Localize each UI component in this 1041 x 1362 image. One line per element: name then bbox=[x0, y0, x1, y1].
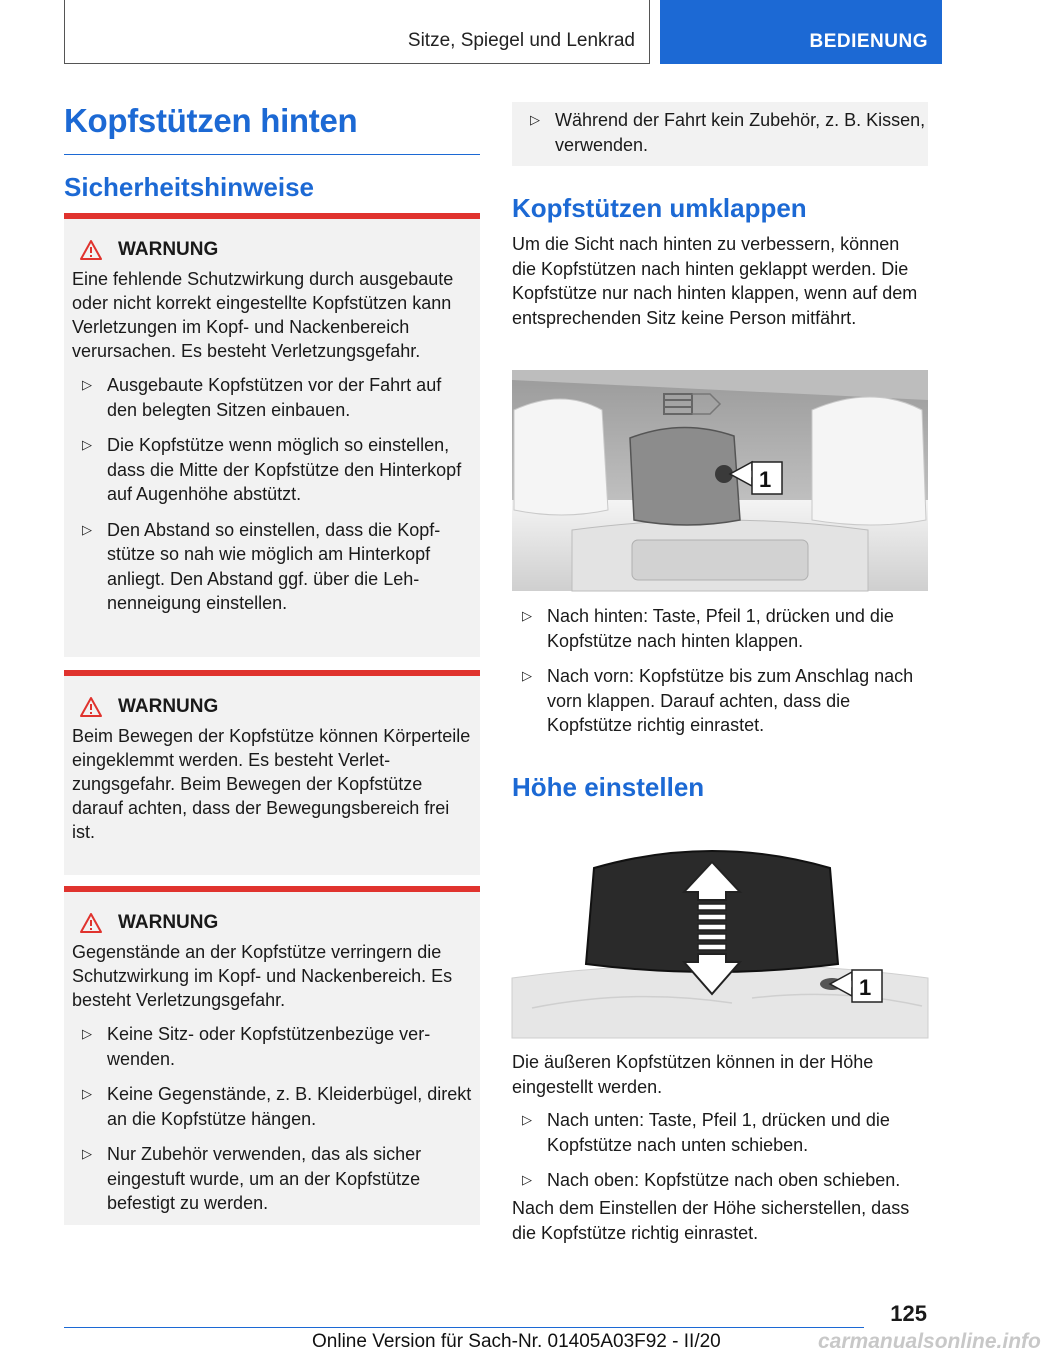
warning-heading bbox=[72, 239, 472, 261]
list-item: ▷ Nach hinten: Taste, Pfeil 1, drücken und die Kopfstütze nach hinten klappen. bbox=[522, 606, 894, 651]
list-item: ▷ Nach vorn: Kopfstütze bis zum Anschlag nach vorn klappen. Darauf achten, dass die Kopfstütze richtig einrastet. bbox=[522, 666, 914, 735]
triangle-bullet-icon: ▷ bbox=[82, 1026, 92, 1041]
triangle-bullet-icon: ▷ bbox=[82, 1146, 92, 1161]
page-number: 125 bbox=[890, 1301, 927, 1326]
footer-online-version: Online Version für Sach-Nr. 01405A03F92 - II/20 bbox=[312, 1331, 721, 1352]
header-section-title: Sitze, Spiegel und Lenkrad bbox=[407, 30, 635, 51]
triangle-bullet-icon: ▷ bbox=[82, 377, 92, 392]
warning-text: Gegenstände an der Kopfstütze verringern die Schutzwirkung im Kopf- und Nackenbereich. Es besteht Verletzungsgefahr. bbox=[72, 942, 453, 1010]
continued-warning-box bbox=[512, 102, 928, 166]
warning-list bbox=[72, 1022, 472, 1216]
triangle-bullet-icon: ▷ bbox=[522, 608, 532, 623]
section-note: Nach dem Einstellen der Höhe sicherstellen, dass die Kopfstütze richtig einrastet. bbox=[512, 1198, 910, 1243]
section-title-height: Höhe einstellen bbox=[512, 772, 705, 802]
list-item: ▷ Den Abstand so einstellen, dass die Kopfstütze so nah wie möglich am Hinterkopf anliegt. Den Abstand ggf. über die Lehnenneigung einstellen. bbox=[82, 519, 441, 613]
section-title-safety: Sicherheitshinweise bbox=[64, 172, 314, 202]
triangle-bullet-icon: ▷ bbox=[522, 1112, 532, 1127]
list-item: ▷ Keine Gegenstände, z. B. Kleiderbügel, direkt an die Kopfstütze hängen. bbox=[82, 1084, 472, 1129]
warning-box-3 bbox=[64, 886, 480, 1225]
list-item: ▷ Die Kopfstütze wenn möglich so einstellen, dass die Mitte der Kopfstütze den Hinterkopf auf Augenhöhe abstützt. bbox=[82, 435, 462, 504]
warning-text: Eine fehlende Schutzwirkung durch ausgebaute oder nicht korrekt eingestellte Kopfstützen kann Verletzungen im Kopf- und Nackenbereich verursachen. Es besteht Verletzungsgefahr. bbox=[72, 269, 454, 361]
warning-label: WARNUNG bbox=[118, 912, 219, 933]
triangle-bullet-icon: ▷ bbox=[82, 1086, 92, 1101]
warning-list bbox=[72, 373, 472, 616]
section-title-fold: Kopfstützen umklappen bbox=[512, 193, 807, 223]
warning-heading bbox=[72, 696, 472, 718]
figure-callout: 1 bbox=[859, 975, 872, 1000]
triangle-bullet-icon: ▷ bbox=[82, 521, 92, 537]
warning-label: WARNUNG bbox=[118, 696, 219, 717]
list-item: ▷ Nach oben: Kopfstütze nach oben schieben. bbox=[512, 1168, 928, 1193]
warning-box-2 bbox=[64, 670, 480, 875]
warning-triangle-icon bbox=[72, 912, 118, 934]
header-section-box bbox=[64, 0, 650, 64]
triangle-bullet-icon: ▷ bbox=[522, 668, 532, 683]
warning-heading bbox=[72, 912, 472, 934]
section-text: Um die Sicht nach hinten zu verbessern, können die Kopfstützen nach hinten geklappt werden. Die Kopfstütze nur nach hinten klappen, wenn auf dem entsprechenden Sitz keine Person mitfährt. bbox=[512, 234, 918, 328]
header-chapter-tab bbox=[660, 0, 942, 64]
warning-label: WARNUNG bbox=[118, 239, 219, 260]
height-instructions-list bbox=[512, 1108, 928, 1204]
warning-list bbox=[512, 108, 928, 157]
figure-rear-headrests bbox=[512, 370, 928, 591]
page-title: Kopfstützen hinten bbox=[64, 102, 480, 155]
warning-box-1 bbox=[64, 213, 480, 657]
figure-callout: 1 bbox=[759, 467, 772, 492]
list-item: ▷ Ausgebaute Kopfstützen vor der Fahrt auf den belegten Sitzen einbauen. bbox=[82, 375, 442, 420]
triangle-bullet-icon: ▷ bbox=[522, 1172, 532, 1187]
warning-triangle-icon bbox=[72, 696, 118, 718]
list-item: ▷ Nach unten: Taste, Pfeil 1, drücken und die Kopfstütze nach unten schieben. bbox=[522, 1110, 890, 1155]
header-chapter-label: BEDIENUNG bbox=[809, 31, 928, 52]
warning-text: Beim Bewegen der Kopfstütze können Körperteile eingeklemmt werden. Es besteht Verletzungsgefahr. Beim Bewegen der Kopfstütze darauf achten, dass der Bewegungsbereich frei ist. bbox=[72, 726, 471, 842]
list-item: ▷ Nur Zubehör verwenden, das als sicher eingestuft wurde, um an der Kopfstütze befestigt zu werden. bbox=[82, 1144, 422, 1213]
triangle-bullet-icon: ▷ bbox=[82, 437, 92, 452]
watermark: carmanualsonline.info bbox=[818, 1330, 1041, 1353]
section-text: Die äußeren Kopfstützen können in der Höhe eingestellt werden. bbox=[512, 1052, 874, 1097]
list-item: ▷ Während der Fahrt kein Zubehör, z. B. Kissen, verwenden. bbox=[530, 110, 926, 155]
warning-triangle-icon bbox=[72, 239, 118, 261]
footer-divider bbox=[64, 1327, 864, 1328]
list-item: ▷ Keine Sitz- oder Kopfstützenbezüge verwenden. bbox=[82, 1024, 431, 1069]
figure-headrest-height bbox=[512, 838, 928, 1038]
triangle-bullet-icon: ▷ bbox=[530, 112, 540, 127]
fold-instructions-list bbox=[512, 604, 928, 749]
